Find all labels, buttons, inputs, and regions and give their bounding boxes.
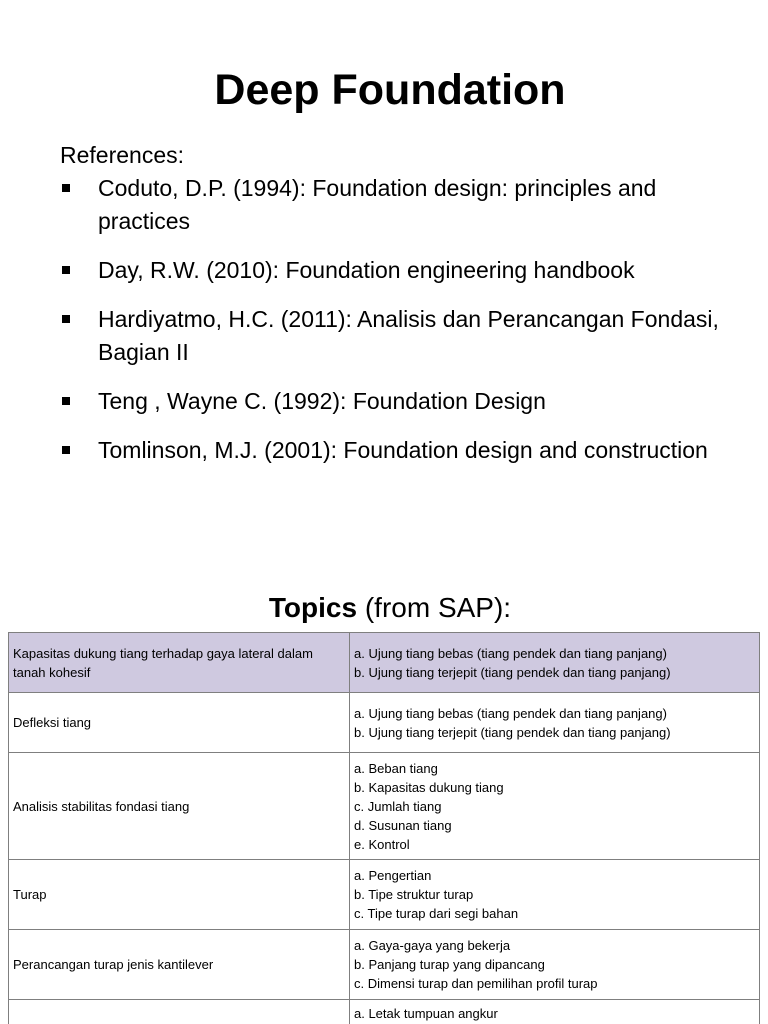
- square-bullet-icon: [62, 397, 70, 405]
- table-row: [9, 860, 760, 930]
- topic-cell: [9, 860, 350, 930]
- subtopic-text: b. Ujung tiang terjepit (tiang pendek dan tiang panjang): [354, 724, 671, 740]
- references-list: [60, 172, 750, 483]
- subtopic-cell: [350, 860, 760, 930]
- topic-cell: [9, 1000, 350, 1024]
- topic-text: Perancangan turap jenis kantilever: [13, 957, 214, 972]
- topics-heading-bold: Topics: [268, 592, 358, 623]
- subtopic-text: e. Kontrol: [354, 836, 410, 852]
- subtopic-text: c. Tipe turap dari segi bahan: [354, 906, 519, 921]
- reference-item: [60, 254, 750, 287]
- topic-cell: [9, 753, 350, 860]
- topic-text: Kapasitas dukung tiang terhadap gaya lateral dalam tanah kohesif: [13, 645, 313, 680]
- reference-item: [60, 434, 750, 467]
- reference-item: [60, 172, 750, 238]
- topic-cell: [9, 693, 350, 753]
- subtopic-text: b. Ujung tiang terjepit (tiang pendek dan tiang panjang): [354, 664, 671, 680]
- reference-item: [60, 385, 750, 418]
- reference-text: Day, R.W. (2010): Foundation engineering handbook: [98, 257, 635, 283]
- reference-text: Hardiyatmo, H.C. (2011): Analisis dan Perancangan Fondasi, Bagian II: [98, 306, 719, 365]
- reference-item: [60, 303, 750, 369]
- subtopic-cell: [350, 693, 760, 753]
- subtopic-text: a. Pengertian: [354, 868, 432, 883]
- subtopic-cell: [350, 753, 760, 860]
- square-bullet-icon: [62, 266, 70, 274]
- reference-text: Teng , Wayne C. (1992): Foundation Design: [98, 388, 546, 414]
- subtopic-text: c. Dimensi turap dan pemilihan profil turap: [354, 976, 598, 991]
- table-row: [9, 633, 760, 693]
- topics-heading: [0, 588, 768, 628]
- table-row: [9, 753, 760, 860]
- subtopic-text: a. Letak tumpuan angkur: [354, 1006, 498, 1021]
- table-row: [9, 693, 760, 753]
- square-bullet-icon: [62, 315, 70, 323]
- subtopic-cell: [350, 633, 760, 693]
- subtopic-text: a. Ujung tiang bebas (tiang pendek dan tiang panjang): [354, 645, 667, 661]
- topic-cell: [9, 633, 350, 693]
- subtopic-text: a. Beban tiang: [354, 760, 438, 776]
- subtopic-cell: [350, 930, 760, 1000]
- table-row: [9, 1000, 760, 1024]
- topic-text: Turap: [13, 887, 47, 902]
- reference-text: Coduto, D.P. (1994): Foundation design: principles and practices: [98, 175, 657, 234]
- subtopic-text: b. Kapasitas dukung tiang: [354, 779, 504, 795]
- references-heading: References:: [60, 142, 185, 168]
- subtopic-text: c. Jumlah tiang: [354, 798, 442, 814]
- topics-heading-rest: (from SAP):: [357, 592, 512, 623]
- square-bullet-icon: [62, 184, 70, 192]
- topic-text: Defleksi tiang: [13, 715, 92, 730]
- subtopic-cell: [350, 1000, 760, 1024]
- subtopic-text: a. Gaya-gaya yang bekerja: [354, 938, 511, 953]
- subtopic-text: d. Susunan tiang: [354, 817, 452, 833]
- topics-table: [8, 632, 760, 1024]
- page-title: Deep Foundation: [214, 66, 566, 114]
- subtopic-text: a. Ujung tiang bebas (tiang pendek dan tiang panjang): [354, 705, 667, 721]
- topic-cell: [9, 930, 350, 1000]
- subtopic-text: b. Panjang turap yang dipancang: [354, 957, 545, 972]
- topic-text: Analisis stabilitas fondasi tiang: [13, 798, 190, 814]
- table-row: [9, 930, 760, 1000]
- reference-text: Tomlinson, M.J. (2001): Foundation design and construction: [98, 437, 708, 463]
- subtopic-text: b. Tipe struktur turap: [354, 887, 474, 902]
- square-bullet-icon: [62, 446, 70, 454]
